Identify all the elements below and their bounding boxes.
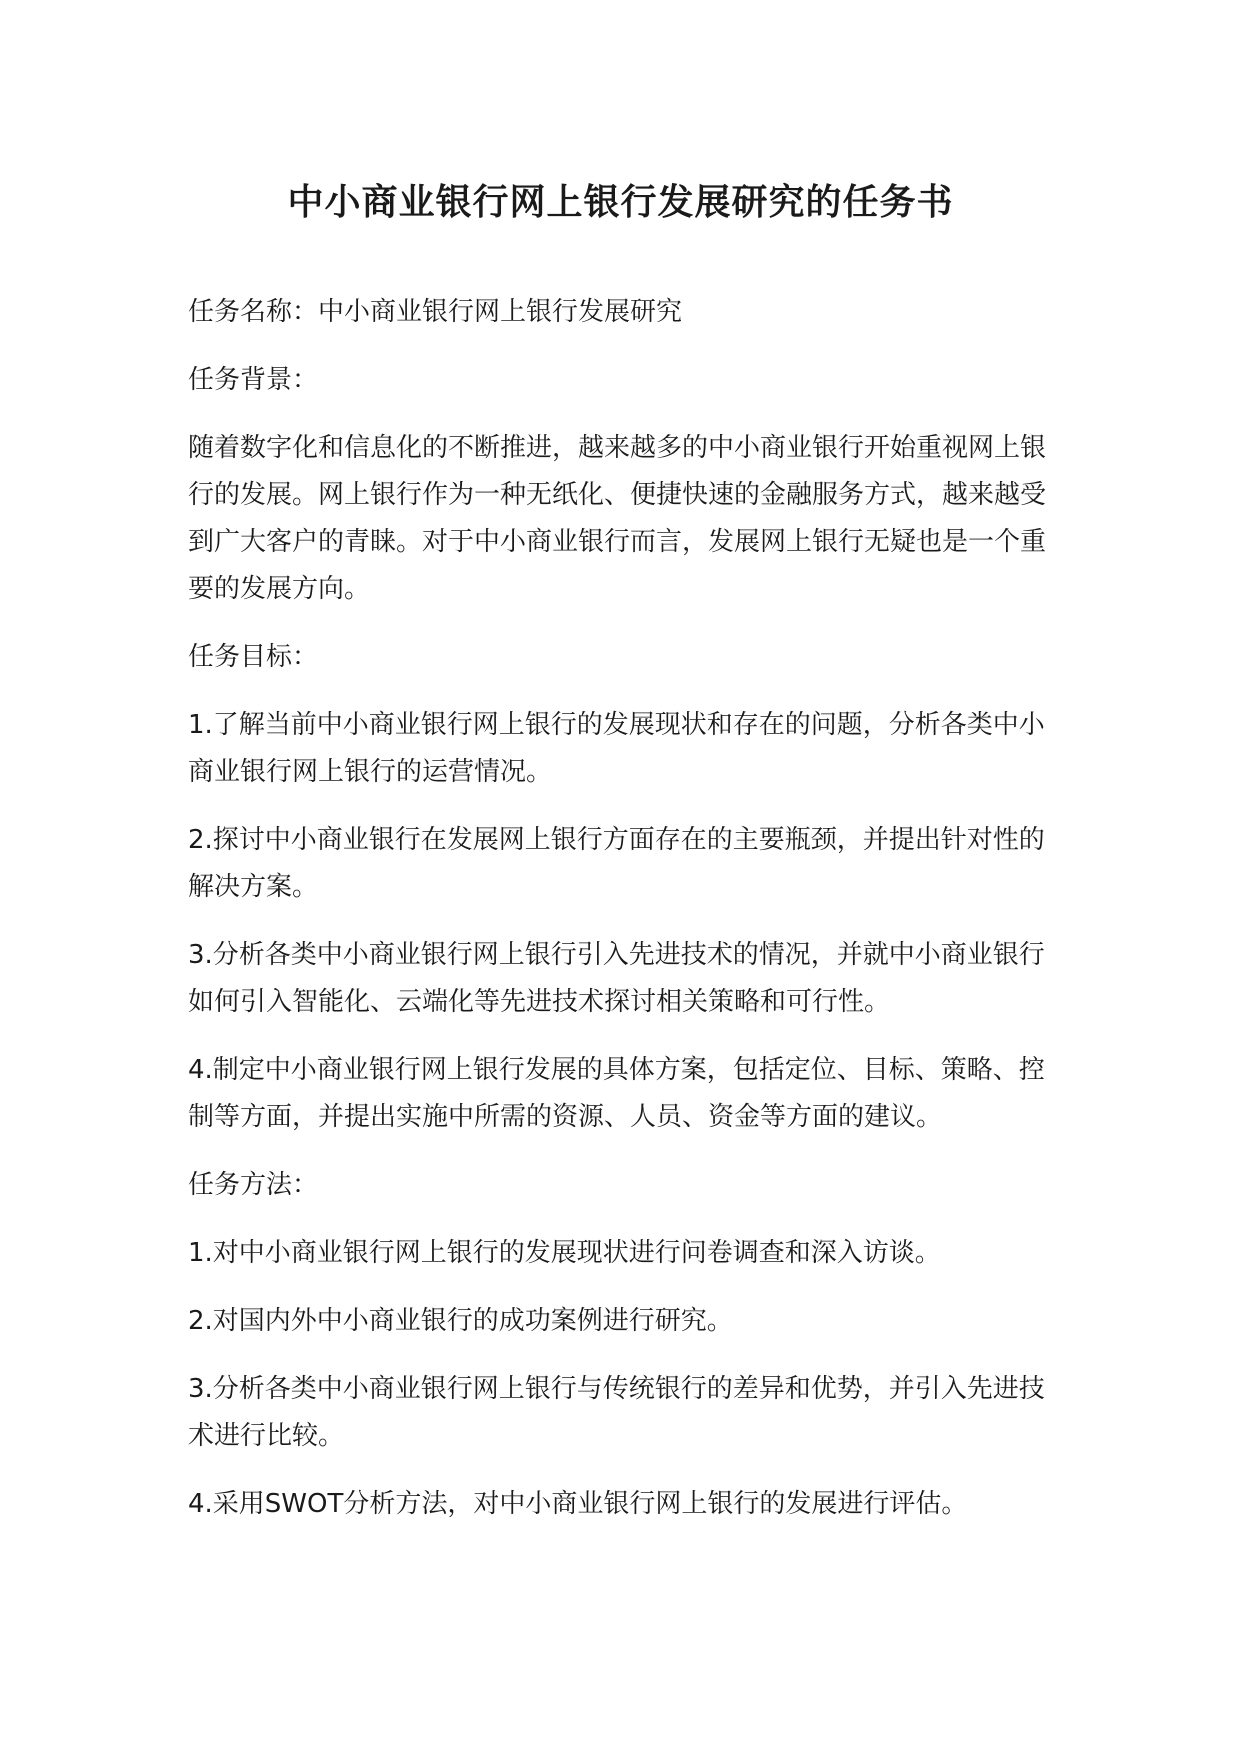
background-heading: 任务背景：: [188, 365, 319, 395]
method-item-4: 4.采用SWOT分析方法，对中小商业银行网上银行的发展进行评估。: [188, 1489, 968, 1519]
goal-item-3: 3.分析各类中小商业银行网上银行引入先进技术的情况，并就中小商业银行如何引入智能化、云端化等先进技术探讨相关策略和可行性。: [188, 940, 1045, 1017]
method-item-3: 3.分析各类中小商业银行网上银行与传统银行的差异和优势，并引入先进技术进行比较。: [188, 1374, 1045, 1451]
goal-item-1: 1.了解当前中小商业银行网上银行的发展现状和存在的问题，分析各类中小商业银行网上银行的运营情况。: [188, 710, 1045, 787]
goals-heading: 任务目标：: [188, 642, 319, 672]
methods-heading: 任务方法：: [188, 1170, 319, 1200]
goal-item-2: 2.探讨中小商业银行在发展网上银行方面存在的主要瓶颈，并提出针对性的解决方案。: [188, 825, 1045, 902]
task-name: 任务名称：中小商业银行网上银行发展研究: [188, 297, 683, 327]
goal-item-4: 4.制定中小商业银行网上银行发展的具体方案，包括定位、目标、策略、控制等方面，并提出实施中所需的资源、人员、资金等方面的建议。: [188, 1055, 1045, 1132]
document-body: [188, 289, 1058, 1549]
method-item-2: 2.对国内外中小商业银行的成功案例进行研究。: [188, 1306, 733, 1336]
document-title: 中小商业银行网上银行发展研究的任务书: [287, 182, 954, 223]
background-paragraph: 随着数字化和信息化的不断推进，越来越多的中小商业银行开始重视网上银行的发展。网上银行作为一种无纸化、便捷快速的金融服务方式，越来越受到广大客户的青睐。对于中小商业银行而言，发展网上银行无疑也是一个重要的发展方向。: [188, 433, 1047, 604]
method-item-1: 1.对中小商业银行网上银行的发展现状进行问卷调查和深入访谈。: [188, 1238, 941, 1268]
